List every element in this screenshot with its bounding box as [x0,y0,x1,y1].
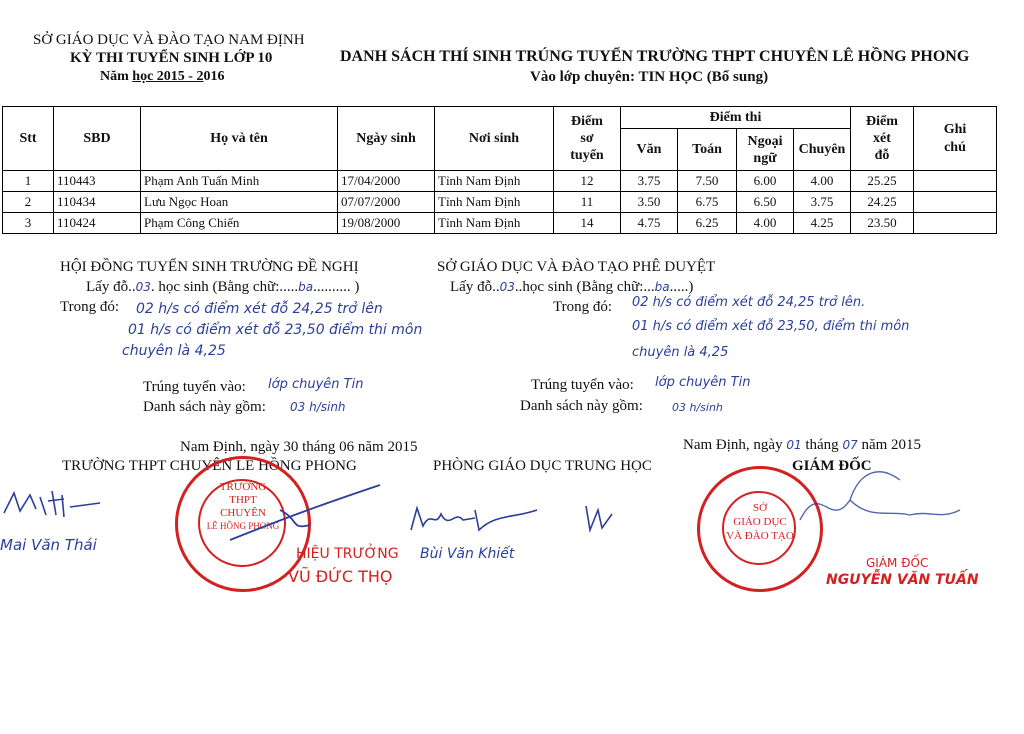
right-lay-do-a: Lấy đỗ.. [450,279,500,295]
ghi-chu-line2: chú [944,139,966,155]
left-lay-do-c: .......... ) [313,279,360,295]
cell-ghi-chu [914,213,997,234]
principal-name: VŨ ĐỨC THỌ [288,567,393,586]
ghi-chu-line1: Ghi [943,121,967,137]
table-row [3,192,997,213]
ngoai-ngu-line2: ngữ [753,150,777,166]
cell-name: Phạm Công Chiến [141,213,338,234]
stamp-line: GIÁO DỤC [733,516,787,528]
cell-chuyen: 3.75 [794,192,851,213]
giam-doc-heading: GIÁM ĐỐC [792,458,872,474]
cell-van: 3.50 [621,192,678,213]
left-trong-do: Trong đó: [60,299,120,315]
right-lay-do-c: .....) [669,279,694,295]
table-row [3,213,997,234]
so-tuyen-line3: tuyển [570,148,604,163]
left-lay-do-a: Lấy đỗ.. [86,279,136,295]
director-signature [790,460,970,540]
col-chuyen: Chuyên [794,129,851,171]
col-toan: Toán [678,129,737,171]
right-note-line: 01 h/s có điểm xét đỗ 23,50, điểm thi môn [632,319,910,334]
right-danh-sach-label: Danh sách này gồm: [520,398,643,414]
left-trung-tuyen-label: Trúng tuyển vào: [143,379,246,395]
right-note-line: chuyên là 4,25 [632,345,729,360]
left-signature [0,485,110,525]
xet-do-line2: xét [873,131,891,146]
date-left: Nam Định, ngày 30 tháng 06 năm 2015 [180,439,418,455]
col-pob: Nơi sinh [435,107,554,171]
right-trung-tuyen-value: lớp chuyên Tin [655,375,751,390]
cell-dob: 07/07/2000 [338,192,435,213]
stamp-line: LÊ HỒNG PHONG [206,521,280,531]
cell-chuyen: 4.25 [794,213,851,234]
right-lay-do [450,279,693,296]
candidate-table [2,106,997,234]
department-name: SỞ GIÁO DỤC VÀ ĐÀO TẠO NAM ĐỊNH [33,32,305,48]
col-diem-thi: Điểm thi [621,107,851,129]
stamp-line: SỞ [752,502,768,514]
cell-xet-do: 25.25 [851,171,914,192]
left-note-line: chuyên là 4,25 [122,343,226,359]
col-name: Họ và tên [141,107,338,171]
left-danh-sach-value: 03 h/sinh [290,400,346,414]
cell-sbd: 110424 [54,213,141,234]
document-subtitle: Vào lớp chuyên: TIN HỌC (Bổ sung) [530,69,769,85]
right-block-heading: SỞ GIÁO DỤC VÀ ĐÀO TẠO PHÊ DUYỆT [437,259,716,275]
cell-sbd: 110434 [54,192,141,213]
date-right-b: tháng [801,437,843,453]
cell-so-tuyen: 14 [554,213,621,234]
stamp-line: THPT [229,494,257,506]
cell-toan: 6.75 [678,192,737,213]
principal-title: HIỆU TRƯỞNG [296,546,399,562]
year-prefix: Năm [100,69,133,84]
left-lay-do-num: 03 [135,280,151,294]
document-title: DANH SÁCH THÍ SINH TRÚNG TUYỂN TRƯỜNG THPT CHUYÊN LÊ HỒNG PHONG [340,48,970,65]
left-note-line: 01 h/s có điểm xét đỗ 23,50 điểm thi môn [128,322,423,338]
cell-van: 4.75 [621,213,678,234]
right-initial-signature [580,500,620,540]
so-tuyen-line1: Điểm [571,114,603,129]
col-van: Văn [621,129,678,171]
xet-do-line1: Điểm [866,114,898,129]
right-note-line: 02 h/s có điểm xét đỗ 24,25 trở lên. [632,295,866,310]
cell-pob: Tỉnh Nam Định [435,213,554,234]
cell-van: 3.75 [621,171,678,192]
cell-pob: Tỉnh Nam Định [435,192,554,213]
year-suffix: 016 [203,69,225,84]
director-name: NGUYỄN VĂN TUẤN [826,572,979,588]
left-danh-sach-label: Danh sách này gồm: [143,399,266,415]
date-right-c: năm 2015 [857,437,922,453]
cell-toan: 7.50 [678,171,737,192]
school-year [100,69,224,85]
school-heading: TRƯỜNG THPT CHUYÊN LÊ HỒNG PHONG [62,458,357,474]
exam-name: KỲ THI TUYỂN SINH LỚP 10 [70,50,273,66]
col-diem-xet-do [851,107,914,171]
cell-xet-do: 24.25 [851,192,914,213]
cell-dob: 19/08/2000 [338,213,435,234]
stamp-line: VÀ ĐÀO TẠO [726,530,794,542]
col-diem-so-tuyen [554,107,621,171]
cell-sbd: 110443 [54,171,141,192]
left-handwritten-name: Mai Văn Thái [0,536,97,554]
xet-do-line3: đỗ [874,148,890,163]
right-lay-do-b: ..học sinh (Bằng chữ:... [514,279,655,295]
cell-so-tuyen: 11 [554,192,621,213]
middle-signature [405,500,545,540]
col-ghi-chu [914,107,997,171]
department-stamp-text [722,501,798,543]
cell-ghi-chu [914,171,997,192]
cell-ngoai-ngu: 6.50 [737,192,794,213]
cell-stt: 2 [3,192,54,213]
right-lay-do-num: 03 [499,280,515,294]
right-trong-do: Trong đó: [553,299,613,315]
phong-heading: PHÒNG GIÁO DỤC TRUNG HỌC [433,458,652,474]
left-lay-do-word: ba [298,280,314,294]
date-right-month: 07 [842,438,858,452]
cell-stt: 1 [3,171,54,192]
date-right-a: Nam Định, ngày [683,437,787,453]
col-stt: Stt [3,107,54,171]
cell-stt: 3 [3,213,54,234]
cell-chuyen: 4.00 [794,171,851,192]
cell-name: Lưu Ngọc Hoan [141,192,338,213]
date-right [683,437,921,454]
col-sbd: SBD [54,107,141,171]
middle-handwritten-name: Bùi Văn Khiết [420,546,515,562]
cell-so-tuyen: 12 [554,171,621,192]
table-row [3,171,997,192]
principal-signature [220,480,390,550]
ngoai-ngu-line1: Ngoại [747,133,783,149]
right-lay-do-word: ba [654,280,670,294]
cell-pob: Tỉnh Nam Định [435,171,554,192]
cell-xet-do: 23.50 [851,213,914,234]
cell-ngoai-ngu: 6.00 [737,171,794,192]
left-lay-do [86,279,359,296]
right-trung-tuyen-label: Trúng tuyển vào: [531,377,634,393]
left-lay-do-b: . học sinh (Bằng chữ:..... [150,279,299,295]
director-title: GIÁM ĐỐC [866,556,929,570]
left-trung-tuyen-value: lớp chuyên Tin [268,377,364,392]
so-tuyen-line2: sơ [580,131,594,146]
col-ngoai-ngu [737,129,794,171]
cell-toan: 6.25 [678,213,737,234]
cell-dob: 17/04/2000 [338,171,435,192]
cell-name: Phạm Anh Tuấn Minh [141,171,338,192]
col-dob: Ngày sinh [338,107,435,171]
stamp-line: TRƯỜNG [219,481,267,493]
right-danh-sach-value: 03 h/sinh [672,401,723,414]
year-underlined: học 2015 - 2 [132,69,204,84]
left-note-line: 02 h/s có điểm xét đỗ 24,25 trở lên [136,301,383,317]
cell-ghi-chu [914,192,997,213]
stamp-line: CHUYÊN [220,507,266,519]
date-right-day: 01 [786,438,802,452]
cell-ngoai-ngu: 4.00 [737,213,794,234]
left-block-heading: HỘI ĐỒNG TUYỂN SINH TRƯỜNG ĐỀ NGHỊ [60,259,359,275]
